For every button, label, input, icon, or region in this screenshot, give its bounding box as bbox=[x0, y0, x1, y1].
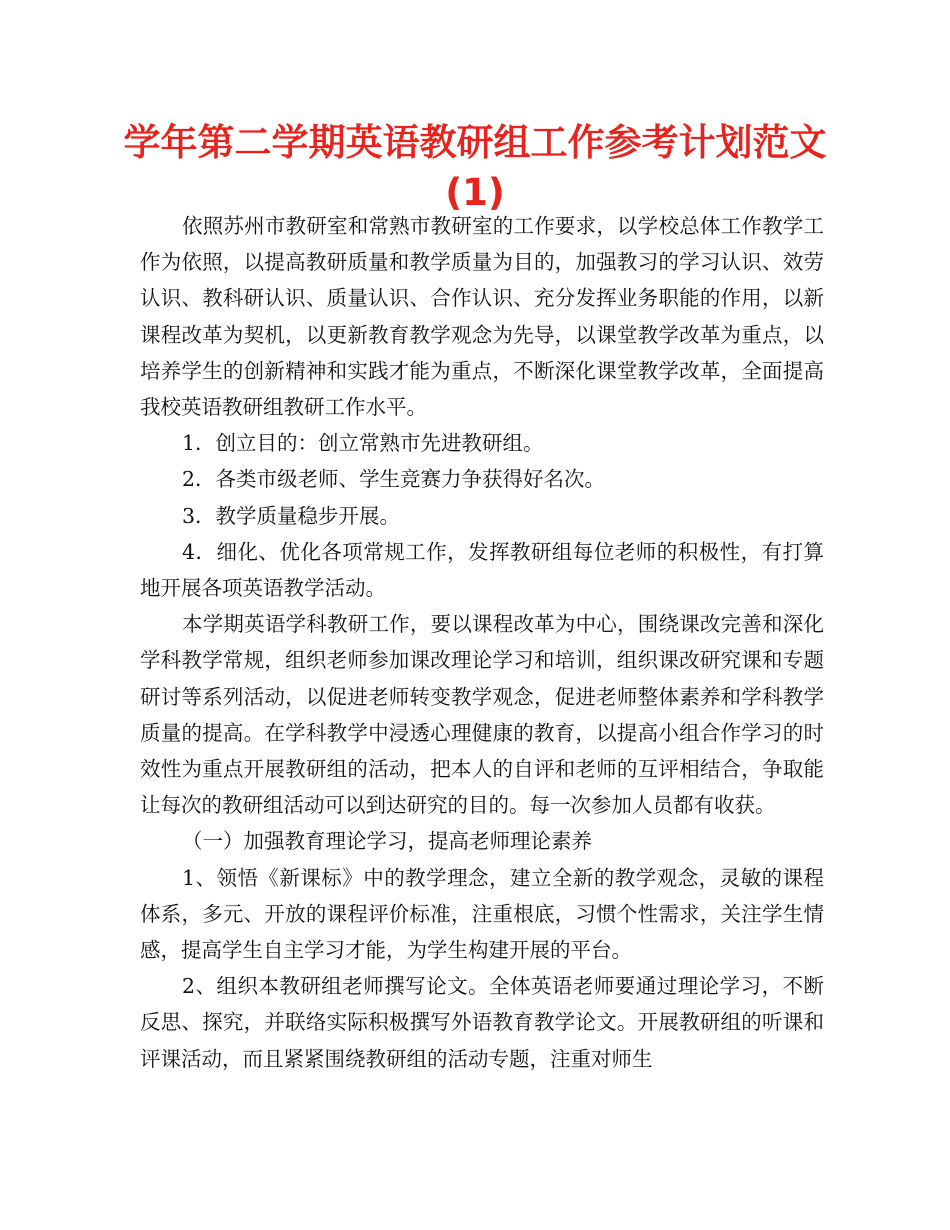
paragraph-item-1: 1、领悟《新课标》中的教学理念，建立全新的教学观念，灵敏的课程体系，多元、开放的课程评价标准，注重根底，习惯个性需求，关注学生情感，提高学生自主学习才能，为学生构建开展的平台。 bbox=[140, 865, 824, 963]
paragraph-goal-1: 1．创立目的：创立常熟市先进教研组。 bbox=[182, 431, 544, 456]
paragraph-goal-3: 3．教学质量稳步开展。 bbox=[182, 503, 401, 528]
paragraph-goal-4: 4．细化、优化各项常规工作，发挥教研组每位老师的积极性，有打算地开展各项英语教学活动。 bbox=[140, 539, 824, 601]
document-title: 学年第二学期英语教研组工作参考计划范文(1) bbox=[123, 121, 827, 214]
paragraph-goal-2: 2．各类市级老师、学生竞赛力争获得好名次。 bbox=[182, 467, 606, 492]
paragraph-item-2: 2、组织本教研组老师撰写论文。全体英语老师要通过理论学习，不断反思、探究，并联络实际积极撰写外语教育教学论文。开展教研组的听课和评课活动，而且紧紧围绕教研组的活动专题，注重对师生 bbox=[140, 974, 824, 1071]
paragraph-intro: 依照苏州市教研室和常熟市教研室的工作要求，以学校总体工作教学工作为依照，以提高教研质量和教学质量为目的，加强教习的学习认识、效劳认识、教科研认识、质量认识、合作认识、充分发挥业务职能的作用，以新课程改革为契机，以更新教育教学观念为先导，以课堂教学改革为重点，以培养学生的创新精神和实践才能为重点，不断深化课堂教学改革，全面提高我校英语教研组教研工作水平。 bbox=[140, 214, 824, 420]
document-body bbox=[140, 208, 824, 1077]
section-heading-1: （一）加强教育理论学习，提高老师理论素养 bbox=[182, 829, 592, 854]
paragraph-semester-work: 本学期英语学科教研工作，要以课程改革为中心，围绕课改完善和深化学科教学常规，组织老师参加课改理论学习和培训，组织课改研究课和专题研讨等系列活动，以促进老师转变教学观念，促进老师整体素养和学科教学质量的提高。在学科教学中浸透心理健康的教育，以提高小组合作学习的时效性为重点开展教研组的活动，把本人的自评和老师的互评相结合，争取能让每次的教研组活动可以到达研究的目的。每一次参加人员都有收获。 bbox=[140, 612, 824, 818]
